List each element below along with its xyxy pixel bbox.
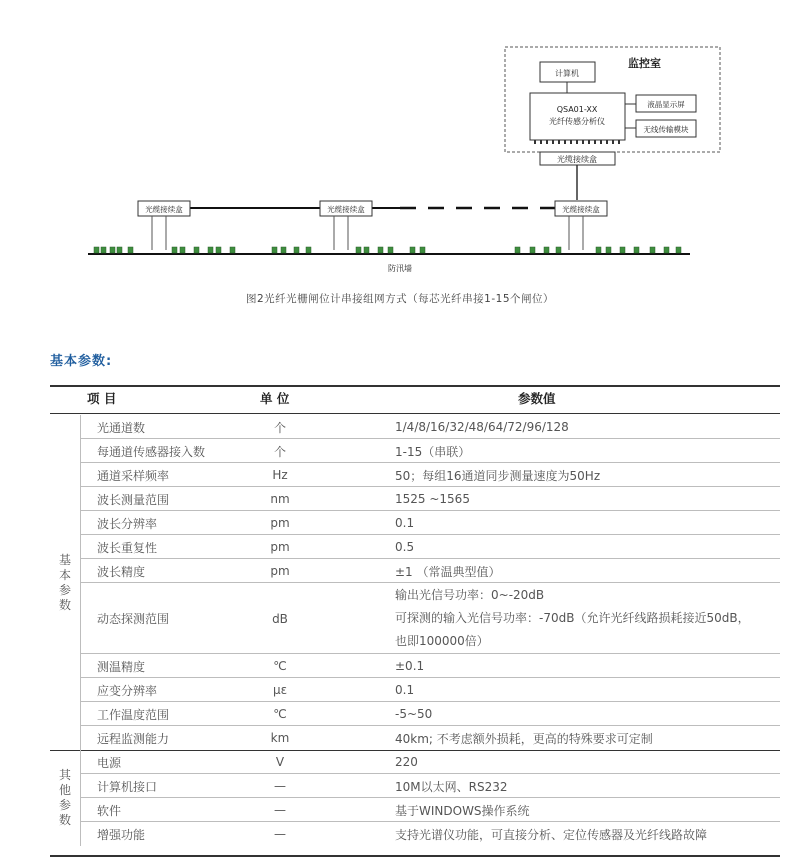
- row-value-line: 基于WINDOWS操作系统: [395, 803, 530, 818]
- row-value: [395, 463, 780, 487]
- row-value: [395, 559, 780, 583]
- table-row: [50, 654, 780, 678]
- group-label-char: 其: [58, 768, 71, 782]
- row-value-line: 也即100000倍）: [395, 634, 489, 648]
- main-splice-label: 光缆接续盒: [557, 155, 597, 164]
- row-value-line: ±1 （常温典型值）: [395, 564, 501, 579]
- row-value-line: 40km; 不考虑额外损耗，更高的特殊要求可定制: [395, 731, 653, 746]
- row-unit: V: [275, 755, 285, 769]
- splice-label-3: 光缆接续盒: [562, 205, 600, 214]
- row-value: [395, 798, 780, 822]
- row-value: [395, 535, 780, 559]
- table-row: [50, 798, 780, 822]
- row-value-line: 0.1: [395, 683, 415, 697]
- row-value-line: 1-15（串联）: [395, 444, 471, 459]
- row-item-name: 动态探测范围: [97, 612, 170, 626]
- table-row: [50, 535, 780, 559]
- lcd-label: 液晶显示屏: [647, 100, 685, 109]
- row-unit: —: [274, 827, 286, 841]
- row-value-line: 1525 ~1565: [395, 492, 470, 506]
- row-item-name: 光通道数: [97, 420, 146, 435]
- splice-box-3: [555, 201, 607, 250]
- figure-caption: 图2光纤光栅闸位计串接组网方式（每芯光纤串接1-15个闸位）: [245, 293, 554, 305]
- row-value-line: 可探测的输入光信号功率：-70dB（允许光纤线路损耗接近50dB，: [395, 611, 750, 625]
- splice-label-2: 光缆接续盒: [327, 205, 365, 214]
- row-item-name: 测温精度: [97, 659, 146, 674]
- group-divider: [80, 750, 81, 846]
- row-item-name: 每通道传感器接入数: [97, 444, 206, 459]
- table-row: [50, 583, 780, 654]
- row-value: [395, 750, 780, 774]
- table-row: [50, 463, 780, 487]
- row-unit: 个: [273, 444, 286, 459]
- group-divider: [80, 415, 81, 750]
- group-label-char: 他: [58, 783, 71, 797]
- table-row: [50, 702, 780, 726]
- splice-label-1: 光缆接续盒: [145, 205, 183, 214]
- table-row: [50, 750, 780, 774]
- row-unit: pm: [270, 564, 290, 578]
- row-value: [395, 822, 780, 846]
- splice-box-2: [320, 201, 372, 250]
- row-value-line: ±0.1: [395, 659, 425, 673]
- row-item-name: 工作温度范围: [97, 707, 170, 722]
- row-item-name: 远程监测能力: [97, 731, 170, 746]
- splice-box-1: [138, 201, 190, 250]
- row-value: [395, 654, 780, 678]
- section-title: 基本参数:: [50, 354, 113, 369]
- flood-wall-label: 防汛墙: [388, 264, 412, 273]
- row-item-name: 通道采样频率: [97, 468, 170, 483]
- group-label-char: 本: [58, 567, 71, 582]
- row-value: [395, 726, 780, 750]
- analyzer-model: QSA01-XX: [556, 105, 598, 114]
- header-unit: 单 位: [260, 391, 290, 406]
- row-value: [395, 702, 780, 726]
- table-row: [50, 822, 780, 846]
- group-label: [56, 415, 74, 750]
- table-row: [50, 559, 780, 583]
- row-value-line: 0.1: [395, 516, 415, 530]
- row-unit: ℃: [273, 707, 287, 721]
- row-value: [395, 511, 780, 535]
- group-label-char: 数: [58, 597, 71, 612]
- table-row: [50, 439, 780, 463]
- row-unit: —: [274, 803, 286, 817]
- table-row: [50, 726, 780, 750]
- row-unit: nm: [270, 492, 290, 506]
- row-unit: 个: [273, 420, 286, 435]
- row-item-name: 应变分辨率: [97, 683, 158, 698]
- row-item-name: 电源: [97, 755, 122, 770]
- row-value: [395, 487, 780, 511]
- table-row: [50, 511, 780, 535]
- row-item-name: 波长重复性: [97, 540, 158, 555]
- computer-label: 计算机: [555, 69, 579, 78]
- row-value: [395, 678, 780, 702]
- row-unit: km: [270, 731, 290, 745]
- row-value-line: 0.5: [395, 540, 415, 554]
- row-value-line: 支持光谱仪功能，可直接分析、定位传感器及光纤线路故障: [395, 827, 708, 842]
- row-value-line: 10M以太网、RS232: [395, 779, 508, 794]
- row-value: [395, 415, 780, 439]
- row-value-line: 50；每组16通道同步测量速度为50Hz: [395, 468, 601, 483]
- row-unit: dB: [272, 611, 288, 626]
- table-row: [50, 774, 780, 798]
- row-value: [395, 439, 780, 463]
- analyzer-ports: [534, 140, 620, 144]
- row-item-name: 波长分辨率: [97, 516, 158, 531]
- group-label-char: 参: [58, 582, 71, 597]
- row-value-line: 220: [395, 755, 418, 769]
- row-value: [395, 774, 780, 798]
- row-item-name: 波长测量范围: [97, 492, 170, 507]
- row-unit: Hz: [272, 468, 288, 482]
- row-item-name: 波长精度: [97, 564, 146, 579]
- row-unit: ℃: [273, 659, 287, 673]
- table-bottom-rule: [50, 855, 780, 857]
- network-diagram: [0, 0, 800, 290]
- row-value-line: 1/4/8/16/32/48/64/72/96/128: [395, 420, 569, 434]
- header-value: 参数值: [518, 391, 556, 406]
- group-label-char: 参: [58, 798, 71, 812]
- row-unit: με: [272, 683, 288, 697]
- wireless-label: 无线传输模块: [643, 125, 689, 134]
- row-unit: pm: [270, 540, 290, 554]
- row-item-name: 增强功能: [97, 827, 146, 842]
- table-header-rule: [50, 413, 780, 414]
- table-row: [50, 487, 780, 511]
- table-row: [50, 415, 780, 439]
- control-room-title: 监控室: [628, 57, 661, 70]
- group-label-char: 数: [58, 813, 71, 827]
- table-row: [50, 678, 780, 702]
- row-value: [395, 583, 780, 654]
- row-item-name: 计算机接口: [97, 779, 158, 794]
- row-unit: pm: [270, 516, 290, 530]
- header-item: 项 目: [87, 391, 117, 406]
- row-item-name: 软件: [97, 803, 122, 818]
- row-value-line: 输出光信号功率：0~-20dB: [395, 588, 545, 602]
- group-label: [56, 750, 74, 846]
- row-value-line: -5~50: [395, 707, 433, 721]
- gate-sensors: [94, 247, 681, 253]
- row-unit: —: [274, 779, 286, 793]
- group-label-char: 基: [58, 552, 71, 567]
- analyzer-name: 光纤传感分析仪: [549, 117, 605, 126]
- table-top-rule: [50, 385, 780, 387]
